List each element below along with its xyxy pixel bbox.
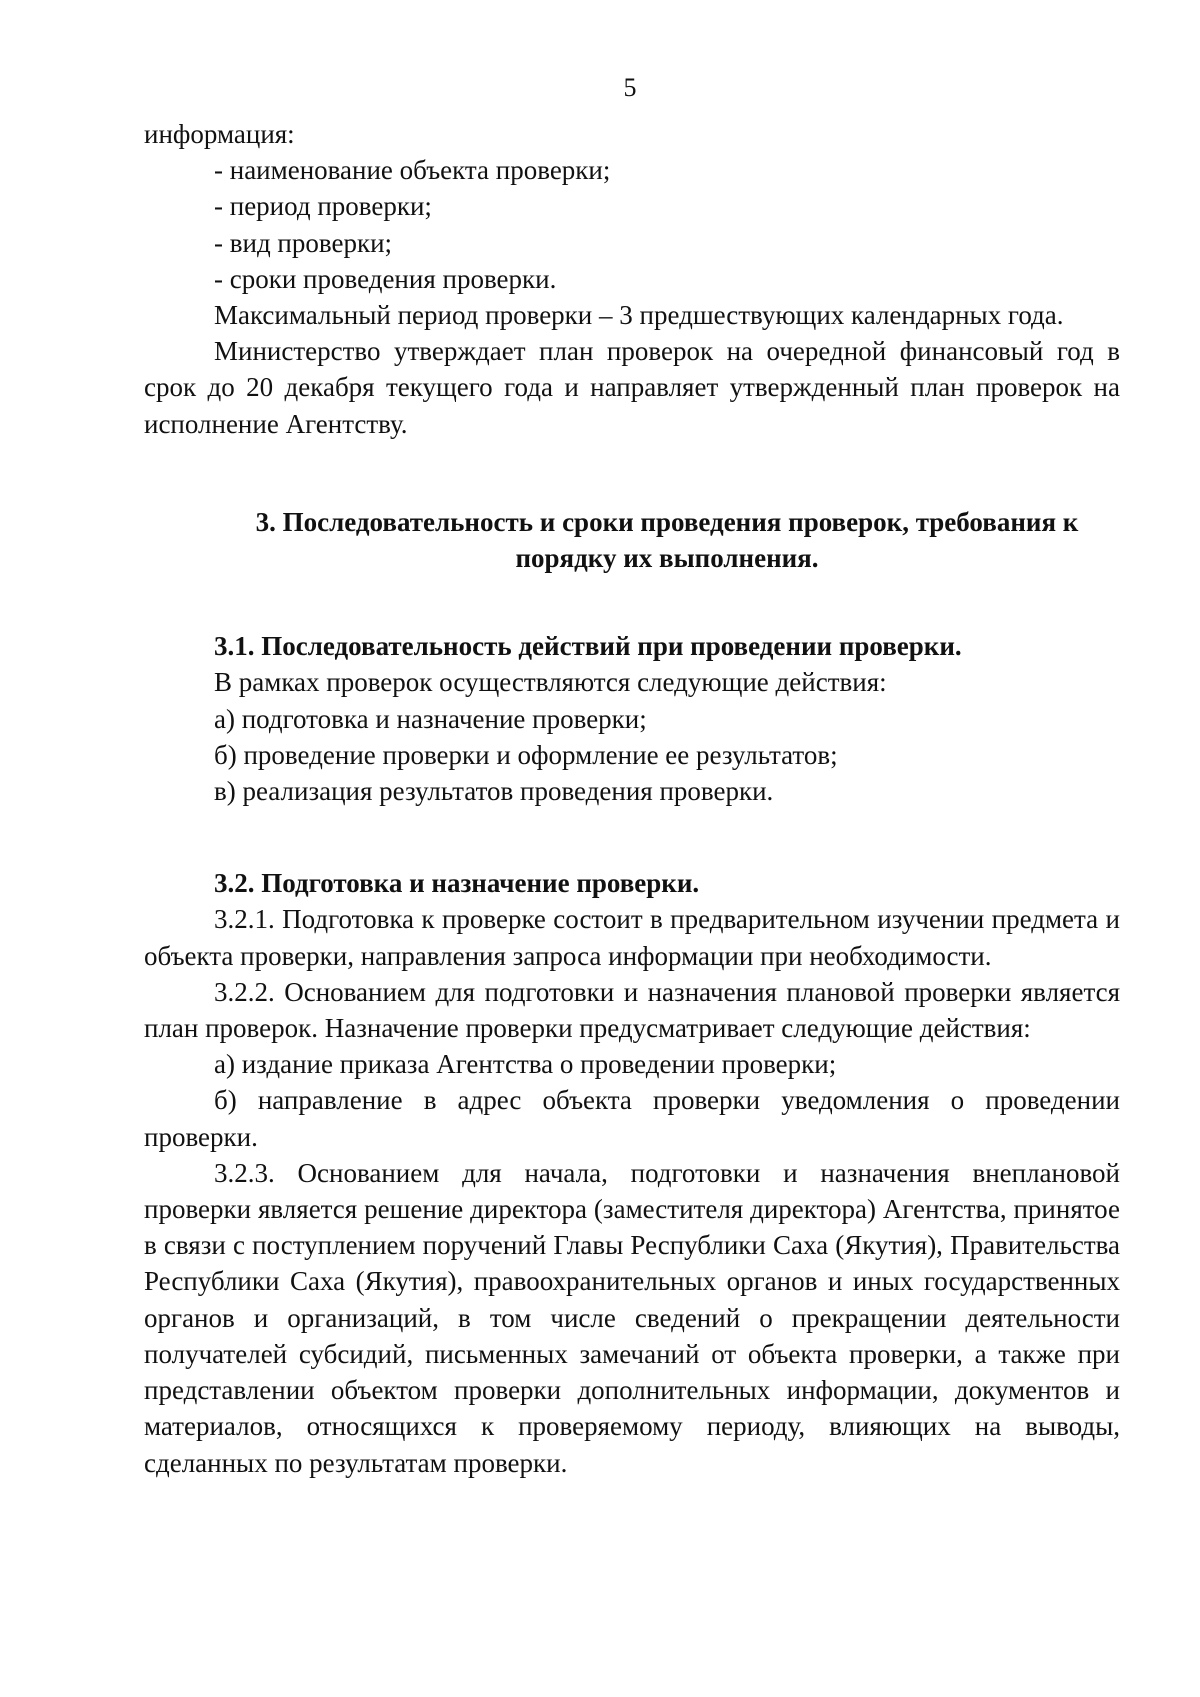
- section-3-1-item-c: в) реализация результатов проведения проверки.: [214, 776, 774, 807]
- max-period-text: Максимальный период проверки – 3 предшествующих календарных года.: [214, 300, 1064, 331]
- page-number: 5: [623, 73, 637, 102]
- section-3-1-item-a: а) подготовка и назначение проверки;: [214, 703, 647, 734]
- intro-item-object: - наименование объекта проверки;: [214, 155, 611, 186]
- section-3-1-item-b: б) проведение проверки и оформление ее результатов;: [214, 739, 838, 770]
- paragraph-3-2-1: 3.2.1. Подготовка к проверке состоит в предварительном изучении предмета и объекта проверки, направления запроса информации при необходимости.: [144, 904, 1120, 971]
- document-body: [144, 116, 1120, 1481]
- intro-lead: информация:: [144, 119, 295, 149]
- section-3-2-heading: 3.2. Подготовка и назначение проверки.: [214, 868, 700, 899]
- paragraph-3-2-2: 3.2.2. Основанием для подготовки и назначения плановой проверки является план проверок. Назначение проверки предусматривает следующие действия:: [144, 976, 1120, 1044]
- intro-item-period: - период проверки;: [214, 191, 432, 222]
- paragraph-3-2-2-item-b: б) направление в адрес объекта проверки уведомления о проведении проверки.: [144, 1085, 1120, 1152]
- paragraph-3-2-2-item-a: а) издание приказа Агентства о проведении проверки;: [214, 1049, 837, 1080]
- plan-paragraph: Министерство утверждает план проверок на очередной финансовый год в срок до 20 декабря текущего года и направляет утвержденный план проверок на исполнение Агентству.: [144, 336, 1120, 439]
- paragraph-3-2-3: 3.2.3. Основанием для начала, подготовки и назначения внеплановой проверки является решение директора (заместителя директора) Агентства, принятое в связи с поступлением поручений Главы Республики Саха (Якутия), Правительства Республики Саха (Якутия), правоохранительных органов и иных государственных органов и организаций, в том числе сведений о прекращении деятельности получателей субсидий, письменных замечаний от объекта проверки, а также при представлении объектом проверки дополнительных информации, документов и материалов, относящихся к проверяемому периоду, влияющих на выводы, сделанных по результатам проверки.: [144, 1157, 1120, 1478]
- intro-item-terms: - сроки проведения проверки.: [214, 263, 557, 294]
- section-3-heading: 3. Последовательность и сроки проведения проверок, требования к порядку их выполнения.: [255, 506, 1079, 574]
- section-3-1-heading: 3.1. Последовательность действий при проведении проверки.: [214, 631, 962, 662]
- section-3-1-lead: В рамках проверок осуществляются следующие действия:: [214, 667, 887, 698]
- intro-item-type: - вид проверки;: [214, 227, 393, 258]
